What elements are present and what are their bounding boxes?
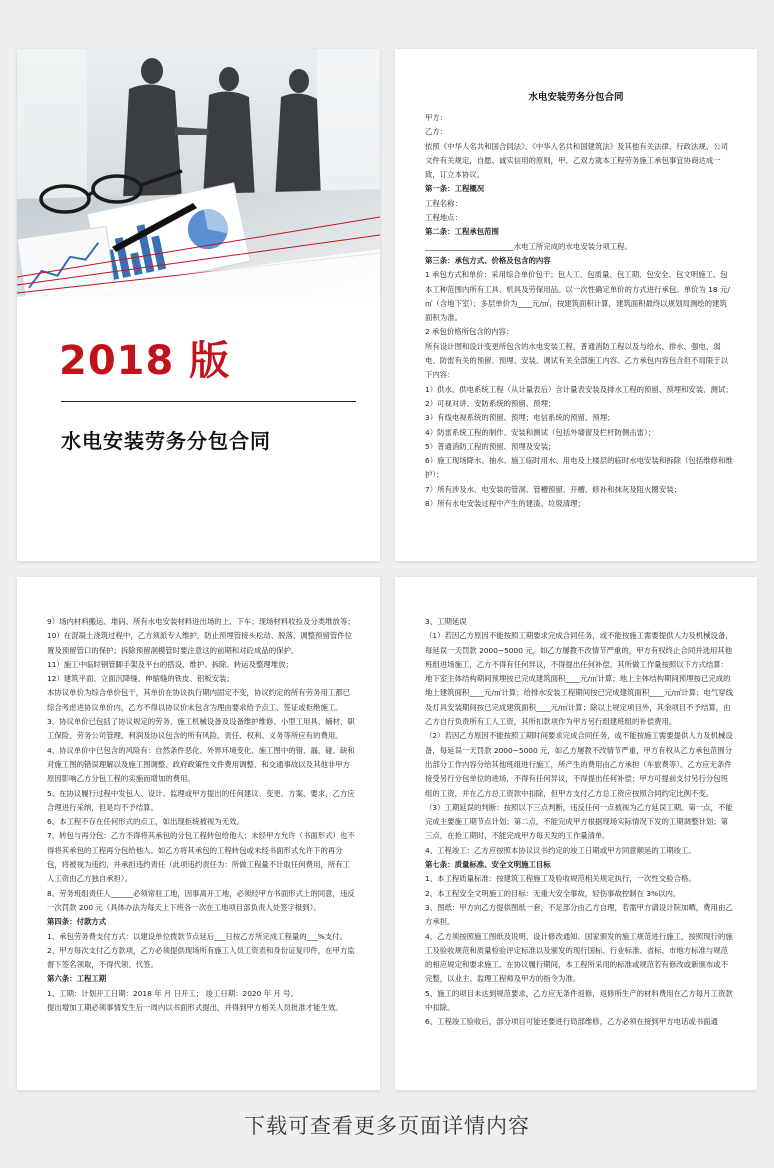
cover-title: 水电安装劳务分包合同 <box>61 429 271 453</box>
cover-page <box>17 49 380 561</box>
section-heading: 第六条：工程工期 <box>47 974 107 984</box>
paragraph: 6、工程竣工验收后，部分项目可能还要进行局部维修，乙方必须在接到甲方电话或书面通 <box>425 1017 718 1027</box>
paragraph: 1、本工程质量标准：按建筑工程施工及验收规范相关规定执行，一次性交验合格。 <box>425 874 696 884</box>
page-2-body <box>425 111 733 511</box>
page-4-body <box>425 615 733 1030</box>
section-heading: 第七条：质量标准、安全文明施工目标 <box>425 860 551 870</box>
paragraph: 4、协议单价中已包含的风险有：自然条件恶化、外界环境变化、施工图中的错、漏、碰、缺和对施工图的错误理解以及施工图调整、政府政策性文件费用调整、和交通事故以及其他非甲方原因影响乙方分包工程的实施而增加的费用。 <box>47 745 355 784</box>
contract-title: 水电安装劳务分包合同 <box>528 92 624 103</box>
document-page-4 <box>395 577 757 1090</box>
paragraph: 所有设计图和设计变更所包含的水电安装工程，普通消防工程以及与给水、排水、强电、弱电、防雷有关的预留、预埋、安装、调试有关全部施工内容。乙方承包内容包含但不局限于以下内容： <box>425 341 729 380</box>
paragraph: 本协议单价为综合单价包干，其单价在协议执行期内固定不变，协议约定的所有劳务用工都已综合考虑进协议单价内，乙方不得以协议价未包含为理由要求给予点工、签证或拒绝施工。 <box>47 688 351 712</box>
paragraph: （3）工期延误的判断：按照以下三点判断，违反任何一点被视为乙方延误工期。第一点，不能完成主要施工期节点计划；第二点，不能完成甲方根据现场实际情况下发的工期调整计划；第三点，在抢工期时，不能完成甲方每天发的工作量清单。 <box>425 802 733 841</box>
paragraph: （1）若因乙方原因不能按照工期要求完成合同任务，或不能按施工需要提供人力及机械设备，每延误一天罚款 2000~5000 元，如乙方屡教不改情节严重的，甲方有权终止合同并选用其他班组进场施工，乙方不得有任何异议，不得提出任何补偿。其所做工作量按照以下方式结算：地下室主体结构期间预埋按已完成建筑面积____元/㎡计算；地上主体结构期间预埋按已完成的地上建筑面积____元/㎡计算；给排水安装工程期间按已完成建筑面积____元/㎡计算；电气穿线及灯具安装期间按已完成建筑面积____元/㎡计算；除以上规定项目外，其余项目不予结算，由乙方自行负责所有工人工资，其所扣款项作为甲方另行组建班组的补偿费用。 <box>425 631 733 727</box>
paragraph: 2 承包价格所包含的内容： <box>425 327 514 337</box>
paragraph: 8）所有水电安装过程中产生的建渣、垃圾清理； <box>425 499 585 509</box>
section-heading: 第四条：付款方式 <box>47 917 107 927</box>
paragraph: 2）可视对讲、安防系统的预留、预埋； <box>425 398 556 408</box>
paragraph: 6）施工现场降水、抽水、施工临时用水、用电及上楼层的临时水电安装和拆除（包括维修和维护）； <box>425 456 733 480</box>
paragraph: （2）若因乙方原因不能按照工期时间要求完成合同任务，或不能按施工需要提供人力及机械设备，每延误一天罚款 2000~5000 元，如乙方屡教不改情节严重，甲方有权从乙方承包范围分出部分工作内容分给其他班组进行施工，所产生的费用由乙方承担（车旅费等）。乙方应无条件接受另行分包单位的进场，不得有任何异议，不得提出任何补偿；甲方可提前支付另行分包班组的工资，并在乙方总工资款中扣除，但甲方支付乙方总工资应按照合同约定比例不变。 <box>425 731 733 798</box>
paragraph: 4、工程竣工：乙方应按照本协议议书约定的竣工日期或甲方同意顺延的工期竣工。 <box>425 845 696 855</box>
paragraph: 11）施工中临时钢管脚手架及平台的搭设、维护、拆除、转运及整理堆放； <box>47 659 293 669</box>
paragraph: 1 承包方式和单价：采用综合单价包干；包人工、包质量、包工期、包安全、包文明施工、包本工种范围内所有工具、机具及劳保用品。以一次性确定单价的方式进行承包。单价为 18 元/㎡（含地下室）；多层单价为____元/㎡，按建筑面积计算，建筑面积最终以规划局测绘的建筑面积为准。 <box>425 270 730 323</box>
cover-divider <box>61 401 356 402</box>
paragraph: 工程地点： <box>425 213 462 223</box>
document-page-3 <box>17 577 380 1090</box>
paragraph: 3、工期延误 <box>425 617 467 626</box>
paragraph: 4、乙方须按照施工图纸及说明、设计修改通知、国家颁发的施工规范进行施工，按照现行的施工及验收规范和质量检验评定标准以及颁发的现行国标、行业标准、省标、市地方标准与规范的相应规定和要求施工。在协议履行期间，本工程所采用的标准或规范若有修改或新颁布或不完整，以业主、监理工程师及甲方的指令为准。 <box>425 931 733 984</box>
paragraph: 10）在混凝土浇筑过程中，乙方须派专人维护，防止预埋管接头松动、脱落、调整预留管件位置及预留管口的保护；拆除预留洞模管时要注意这的前期和对砼成品的保护。 <box>47 631 353 655</box>
paragraph: 3）有线电视系统的预留、预埋；电信系统的预留、预埋； <box>425 413 615 423</box>
paragraph: 工程名称： <box>425 198 462 208</box>
paragraph: 1）供水、供电系统工程（从计量表后）含计量表安装及排水工程的预留、预埋和安装、测试； <box>425 384 733 394</box>
paragraph: 12）建筑平面、立面沉降缝、伸缩缝的铁皮、铝板安装； <box>47 674 234 684</box>
paragraph: 2、本工程安全文明施工的目标：无重大安全事故，轻伤事故控制在 3%以内。 <box>425 888 681 898</box>
paragraph: ________________________水电工所完成的水电安装分项工程。 <box>425 241 632 251</box>
document-page-2 <box>395 49 757 561</box>
section-heading: 第三条：承包方式、价格及包含的内容 <box>425 255 551 265</box>
paragraph: 1、承包劳务费支付方式：以建设单位拨款节点延后___日按乙方所完成工程量的___%支付。 <box>47 931 347 941</box>
paragraph: 2、甲方每次支付乙方款项，乙方必须提供现场所有施工人员工资表和身份证复印件，在甲方监督下签名领取，不得代领、代签。 <box>47 945 355 970</box>
download-more-prompt[interactable]: 下载可查看更多页面详情内容 <box>244 1114 530 1138</box>
paragraph: 7）所有涉及水、电安装的管洞、管槽预留、开槽、修补和抹灰及阻火圈安装； <box>425 484 681 494</box>
paragraph: 8、劳务班组责任人______必须常驻工地，因事离开工地，必须经甲方书面形式上的同意，违反一次罚款 200 元（具体办法为每天上下班各一次在工地项目部负责人处签字报到）。 <box>47 888 355 912</box>
cover-photo <box>17 49 380 297</box>
paragraph: 4）防雷系统工程的制作、安装和测试（包括外墙窗及栏杆防侧击雷）； <box>425 427 656 437</box>
business-handshake-image <box>17 49 380 297</box>
section-heading: 第二条：工程承包范围 <box>425 227 499 237</box>
paragraph: 5）普通消防工程的预留、预埋及安装； <box>425 441 556 451</box>
paragraph: 提出增加工期必须事情发生后一周内以书面形式提出，并得到甲方相关人员批准才能生效。 <box>47 1003 343 1013</box>
paragraph: 9）场内材料搬运、堆码、所有水电安装材料进出场的上、下车；现场材料收捡及分类堆放等； <box>47 617 355 626</box>
cover-year: 2018 版 <box>59 338 231 384</box>
paragraph: 3、图纸：甲方向乙方提供图纸一套，不足部分由乙方自理，若需甲方请设计院加晒，费用由乙方承担。 <box>425 902 733 927</box>
paragraph: 5、施工的项目未达到规范要求，乙方应无条件返修，返修所生产的材料费用在乙方每月工资款中扣除。 <box>425 988 733 1013</box>
paragraph: 6、本工程不存在任何形式的点工，如出现拒统被视为无效。 <box>47 817 244 827</box>
paragraph: 依照《中华人名共和国合同法》、《中华人名共和国建筑法》及其他有关法律、行政法规、公司文件有关规定，自愿、诚实信用的原则，甲、乙双方就本工程劳务施工承包事宜协商达成一致，订立本协议。 <box>425 141 729 180</box>
paragraph: 甲方： <box>425 113 448 122</box>
paragraph: 7、转包与再分包：乙方不得将其承包的分包工程转包给他人；未经甲方允许（书面形式）也不得将其承包的工程再分包给他人。如乙方将其承包的工程转包或未经书面形式允许下的再分包，将被视为违约，并承担违约责任（此项违约责任为：所做工程量不计取任何费用，所有工人工资由乙方独自承担）。 <box>47 831 355 884</box>
paragraph: 5、在协议履行过程中发包人、设计、监理或甲方提出的任何建议、变更、方案、要求，乙方应合理进行采纳，但是均不予结算。 <box>47 788 355 812</box>
paragraph: 1、工期：计划开工日期：2018 年 月 日开工； 竣工日期：2020 年 月 号。 <box>47 988 298 998</box>
page-3-body <box>47 615 356 1015</box>
paragraph: 3、协议单价已包括了协议规定的劳务、施工机械设备及设备维护维修、小型工用具、辅材、职工保险、劳务公司管理、利润及协议包含的所有风险、责任、权利、义务等所应有的费用。 <box>47 717 355 741</box>
paragraph: 乙方： <box>425 127 448 137</box>
section-heading: 第一条：工程概况 <box>425 184 485 194</box>
